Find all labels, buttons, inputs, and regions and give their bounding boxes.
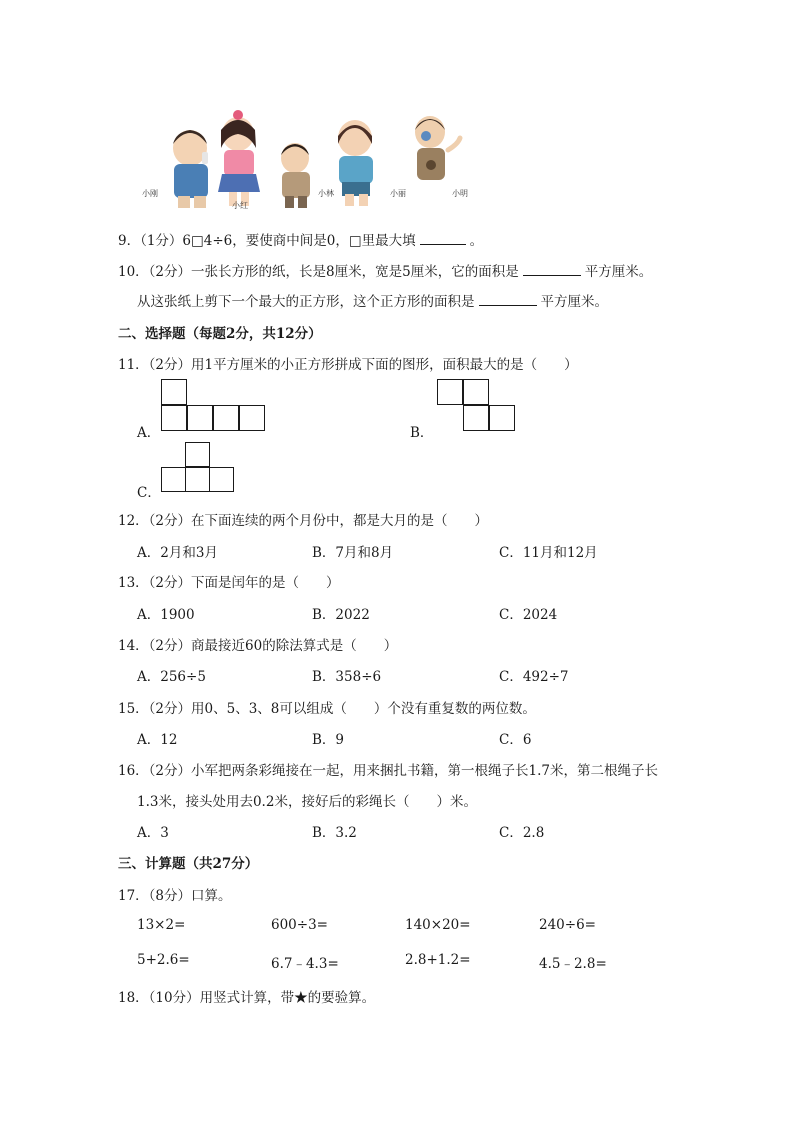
child-xiaolin: [281, 143, 310, 208]
question-10-line2: [137, 290, 608, 310]
question-13-text: 13．（2分）下面是闰年的是（ ）: [118, 575, 340, 591]
question-11-text: 11．（2分）用1平方厘米的小正方形拼成下面的图形，面积最大的是（ ）: [118, 357, 578, 373]
calc-item: 240÷6=: [539, 917, 596, 933]
answer-blank-10a[interactable]: [523, 263, 581, 276]
child-label-4: 小丽: [390, 189, 406, 198]
calc-item: 13×2=: [137, 917, 186, 933]
calc-item: 2.8+1.2=: [405, 952, 471, 968]
q13-option-a[interactable]: A．1900: [137, 607, 195, 623]
calc-item: 4.5﹣2.8=: [539, 956, 607, 972]
question-18-text: 18．（10分）用竖式计算，带★的要验算。: [118, 990, 376, 1006]
child-label-2: 小红: [232, 201, 248, 210]
answer-blank-10b[interactable]: [479, 293, 537, 306]
calc-item: 5+2.6=: [137, 952, 190, 968]
child-label-3: 小林: [318, 189, 334, 198]
question-17-text: 17．（8分）口算。: [118, 888, 232, 904]
grid-cell: [161, 405, 187, 431]
calc-item: 140×20=: [405, 917, 471, 933]
question-10-text1: 10．（2分）一张长方形的纸，长是8厘米，宽是5厘米，它的面积是: [118, 264, 519, 280]
q16-option-b[interactable]: B．3.2: [312, 825, 357, 841]
q16-option-a[interactable]: A．3: [137, 825, 169, 841]
grid-cell: [209, 467, 234, 492]
grid-cell: [463, 405, 489, 431]
q11-shape-c[interactable]: [161, 442, 245, 494]
question-16-line1: 16．（2分）小军把两条彩绳接在一起，用来捆扎书籍，第一根绳子长1.7米，第二根绳子长: [118, 763, 658, 779]
q14-option-c[interactable]: C．492÷7: [499, 669, 569, 685]
calc-item: 600÷3=: [271, 917, 328, 933]
child-xiaogang: [173, 130, 208, 208]
grid-cell: [187, 405, 213, 431]
grid-cell: [463, 379, 489, 405]
child-label-5: 小明: [452, 189, 468, 198]
question-14-text: 14．（2分）商最接近60的除法算式是（ ）: [118, 638, 398, 654]
q11-option-a-label[interactable]: A．: [137, 425, 161, 441]
grid-cell: [239, 405, 265, 431]
grid-cell: [489, 405, 515, 431]
answer-blank-9[interactable]: [420, 232, 466, 245]
question-15-text: 15．（2分）用0、5、3、8可以组成（ ）个没有重复数的两位数。: [118, 701, 536, 717]
grid-cell: [161, 379, 187, 405]
q12-option-b[interactable]: B．7月和8月: [312, 545, 394, 561]
q12-option-c[interactable]: C．11月和12月: [499, 545, 598, 561]
question-16-line2: 1.3米，接头处用去0.2米，接好后的彩绳长（ ）米。: [137, 794, 477, 810]
q12-option-a[interactable]: A．2月和3月: [137, 545, 218, 561]
q11-option-b-label[interactable]: B．: [410, 425, 434, 441]
grid-cell: [213, 405, 239, 431]
children-drawing: [138, 108, 478, 212]
question-12-text: 12．（2分）在下面连续的两个月份中，都是大月的是（ ）: [118, 513, 489, 529]
question-10-line1: [118, 260, 652, 280]
grid-cell: [185, 442, 210, 467]
question-10-text2: 从这张纸上剪下一个最大的正方形，这个正方形的面积是: [137, 294, 475, 310]
question-10-unit1: 平方厘米。: [584, 264, 653, 280]
grid-cell: [185, 467, 210, 492]
child-xiaoming: [415, 116, 460, 180]
q15-option-c[interactable]: C．6: [499, 732, 532, 748]
child-label-1: 小刚: [142, 189, 158, 198]
q16-option-c[interactable]: C．2.8: [499, 825, 545, 841]
q15-option-b[interactable]: B．9: [312, 732, 345, 748]
question-9-text: 9．（1分）6□4÷6，要使商中间是0，□里最大填: [118, 233, 416, 249]
q13-option-b[interactable]: B．2022: [312, 607, 370, 623]
question-9-end: 。: [469, 233, 484, 249]
q14-option-b[interactable]: B．358÷6: [312, 669, 382, 685]
question-10-unit2: 平方厘米。: [540, 294, 608, 310]
calc-item: 6.7﹣4.3=: [271, 956, 339, 972]
grid-cell: [161, 467, 186, 492]
child-xiaohong: [218, 110, 260, 206]
grid-cell: [437, 379, 463, 405]
q11-shape-a[interactable]: [161, 379, 271, 435]
children-illustration: [138, 108, 478, 212]
question-9: [118, 229, 483, 249]
q15-option-a[interactable]: A．12: [137, 732, 178, 748]
q11-option-c-label[interactable]: C．: [137, 485, 161, 501]
section-2-title: 二、选择题（每题2分，共12分）: [118, 326, 322, 342]
section-3-title: 三、计算题（共27分）: [118, 856, 259, 872]
q14-option-a[interactable]: A．256÷5: [137, 669, 206, 685]
q13-option-c[interactable]: C．2024: [499, 607, 558, 623]
q11-shape-b[interactable]: [437, 379, 521, 435]
child-xiaoli: [338, 120, 373, 206]
